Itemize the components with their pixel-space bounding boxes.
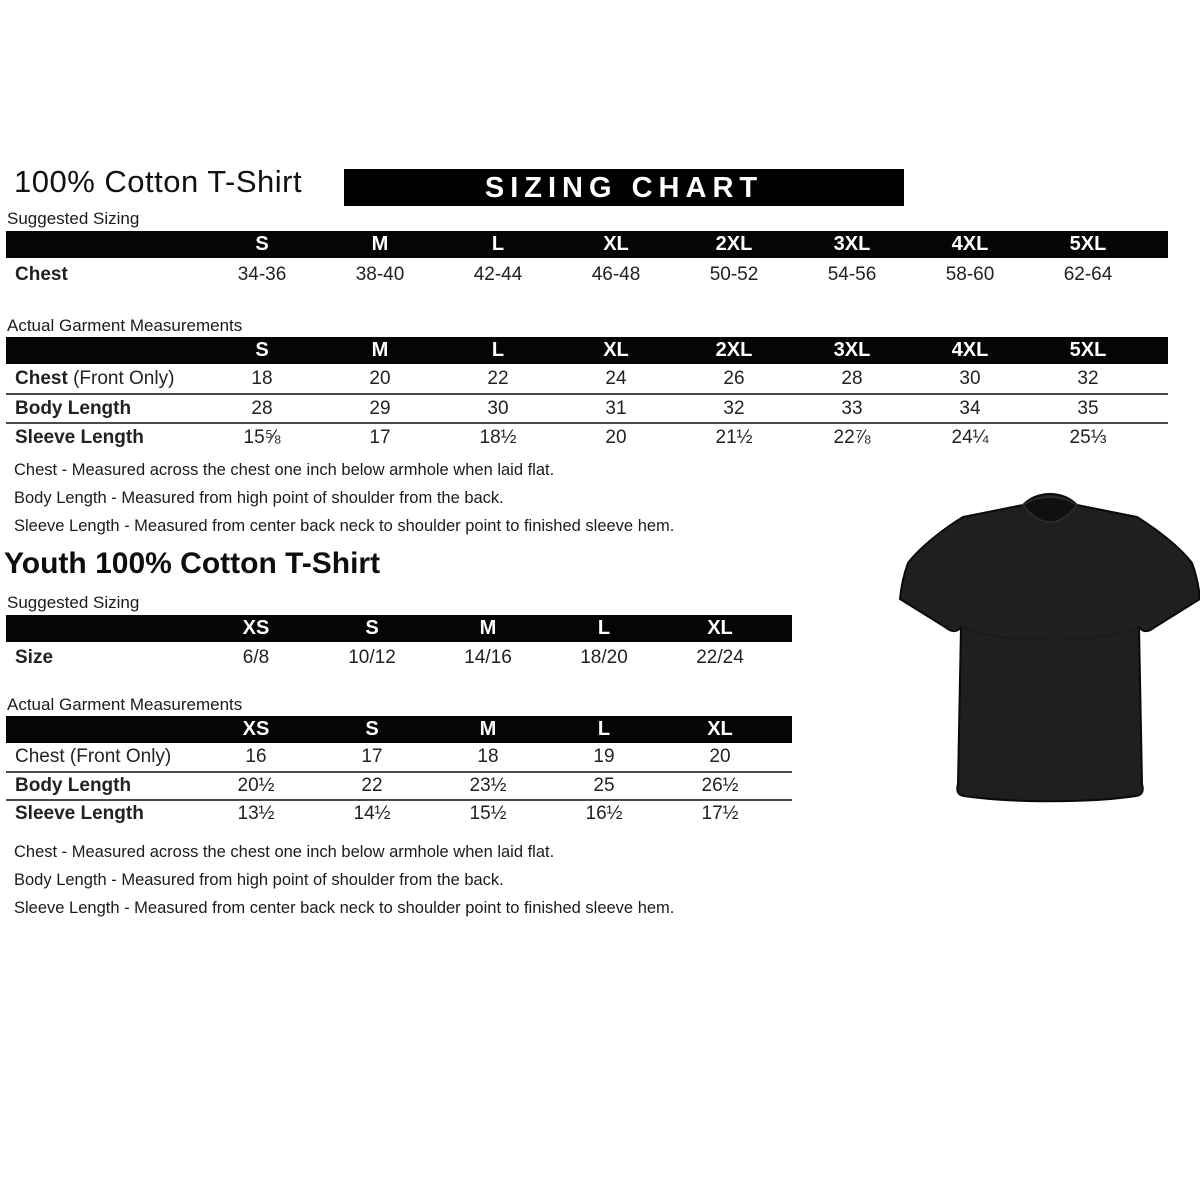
adult-measurement-notes <box>14 456 674 540</box>
size-col-header: L <box>597 718 611 740</box>
youth-actual-header-row <box>6 716 792 743</box>
youth-chest-row <box>6 743 792 771</box>
youth-title: Youth 100% Cotton T-Shirt <box>4 547 381 580</box>
size-col-header: S <box>365 617 379 639</box>
size-col-header: L <box>597 617 611 639</box>
row-label: Body Length <box>15 397 132 419</box>
adult-chest-row <box>6 364 1168 393</box>
table-cell: 38-40 <box>355 264 405 285</box>
size-col-header: 2XL <box>715 339 753 361</box>
table-cell: 15½ <box>469 803 507 824</box>
youth-suggested-label: Suggested Sizing <box>7 593 140 612</box>
youth-body-length-row <box>6 771 792 799</box>
page-title: 100% Cotton T-Shirt <box>14 164 303 199</box>
size-col-header: M <box>479 718 497 740</box>
table-cell: 17 <box>361 746 383 767</box>
table-cell: 14/16 <box>464 647 512 668</box>
adult-sleeve-length-row <box>6 422 1168 451</box>
table-cell: 34 <box>959 397 981 419</box>
size-col-header: XS <box>242 617 270 639</box>
note-body-length: Body Length - Measured from high point of shoulder from the back. <box>14 871 504 889</box>
table-cell: 24 <box>605 367 627 389</box>
table-cell: 19 <box>593 746 615 767</box>
row-label-suffix: (Front Only) <box>73 367 175 389</box>
youth-actual-label: Actual Garment Measurements <box>7 695 243 714</box>
adult-suggested-label: Suggested Sizing <box>7 209 140 228</box>
size-col-header: 4XL <box>951 233 989 255</box>
table-cell: 18 <box>477 746 499 767</box>
adult-chest-range-row <box>6 258 1168 292</box>
table-cell: 23½ <box>469 775 507 796</box>
table-cell: 18/20 <box>580 647 628 668</box>
size-col-header: 5XL <box>1069 233 1107 255</box>
table-cell: 28 <box>841 367 863 389</box>
size-col-header: 3XL <box>833 339 871 361</box>
adult-actual-label: Actual Garment Measurements <box>7 316 243 335</box>
table-cell: 30 <box>959 367 981 389</box>
row-label: Chest <box>15 264 68 285</box>
table-cell: 28 <box>251 397 273 419</box>
table-cell: 25⅓ <box>1069 426 1107 448</box>
size-col-header: 5XL <box>1069 339 1107 361</box>
table-cell: 20 <box>605 426 627 448</box>
note-chest: Chest - Measured across the chest one inch below armhole when laid flat. <box>14 461 555 479</box>
table-cell: 24¼ <box>951 426 989 448</box>
size-col-header: M <box>371 339 389 361</box>
table-cell: 22 <box>487 367 509 389</box>
table-cell: 54-56 <box>827 264 877 285</box>
table-cell: 26 <box>723 367 745 389</box>
adult-suggested-table <box>6 231 1168 292</box>
table-cell: 20½ <box>237 775 275 796</box>
youth-suggested-header-row <box>6 615 792 642</box>
table-cell: 17½ <box>701 803 739 824</box>
table-cell: 34-36 <box>237 264 287 285</box>
table-cell: 29 <box>369 397 391 419</box>
size-col-header: 3XL <box>833 233 871 255</box>
adult-suggested-header-row <box>6 231 1168 258</box>
size-col-header: XS <box>242 718 270 740</box>
size-col-header: M <box>479 617 497 639</box>
table-cell: 20 <box>709 746 731 767</box>
size-col-header: S <box>365 718 379 740</box>
note-sleeve-length: Sleeve Length - Measured from center back neck to shoulder point to finished sleeve hem. <box>14 899 675 917</box>
table-cell: 32 <box>1077 367 1099 389</box>
table-cell: 58-60 <box>945 264 995 285</box>
tshirt-image <box>893 486 1200 804</box>
row-label: Chest (Front Only) <box>15 746 172 767</box>
table-cell: 62-64 <box>1063 264 1113 285</box>
size-col-header: L <box>491 233 505 255</box>
table-cell: 15⅝ <box>243 426 281 448</box>
table-cell: 46-48 <box>591 264 641 285</box>
size-col-header: XL <box>707 617 733 639</box>
adult-body-length-row <box>6 393 1168 422</box>
row-label-main: Chest <box>15 367 68 389</box>
table-cell: 10/12 <box>348 647 396 668</box>
table-cell: 35 <box>1077 397 1099 419</box>
table-cell: 50-52 <box>709 264 759 285</box>
table-cell: 26½ <box>701 775 739 796</box>
row-label: Body Length <box>15 775 132 796</box>
table-cell: 42-44 <box>473 264 523 285</box>
table-cell: 32 <box>723 397 745 419</box>
table-cell: 18½ <box>479 426 517 448</box>
youth-measurement-notes <box>14 838 674 922</box>
table-cell: 31 <box>605 397 627 419</box>
adult-actual-header-row <box>6 337 1168 364</box>
youth-suggested-table <box>6 615 792 674</box>
row-label <box>6 368 203 390</box>
sizing-chart-banner: SIZING CHART <box>344 169 904 206</box>
size-col-header: XL <box>603 233 629 255</box>
row-label: Size <box>15 647 54 668</box>
size-col-header: M <box>371 233 389 255</box>
size-col-header: S <box>255 339 269 361</box>
table-cell: 17 <box>369 426 391 448</box>
adult-actual-table <box>6 337 1168 451</box>
size-col-header: XL <box>603 339 629 361</box>
size-col-header: S <box>255 233 269 255</box>
youth-actual-table <box>6 716 792 827</box>
table-cell: 21½ <box>715 426 753 448</box>
size-col-header: 4XL <box>951 339 989 361</box>
table-cell: 13½ <box>237 803 275 824</box>
table-cell: 22 <box>361 775 383 796</box>
table-cell: 22/24 <box>696 647 744 668</box>
size-col-header: L <box>491 339 505 361</box>
note-body-length: Body Length - Measured from high point of shoulder from the back. <box>14 489 504 507</box>
youth-sleeve-length-row <box>6 799 792 827</box>
size-col-header: XL <box>707 718 733 740</box>
note-chest: Chest - Measured across the chest one inch below armhole when laid flat. <box>14 843 555 861</box>
table-cell: 33 <box>841 397 863 419</box>
table-cell: 22⅞ <box>833 426 871 448</box>
table-cell: 16½ <box>585 803 623 824</box>
table-cell: 6/8 <box>242 647 270 668</box>
table-cell: 25 <box>593 775 615 796</box>
table-cell: 16 <box>245 746 267 767</box>
row-label: Sleeve Length <box>15 426 144 448</box>
table-cell: 30 <box>487 397 509 419</box>
youth-size-row <box>6 642 792 674</box>
row-label: Sleeve Length <box>15 803 144 824</box>
table-cell: 18 <box>251 367 273 389</box>
note-sleeve-length: Sleeve Length - Measured from center back neck to shoulder point to finished sleeve hem. <box>14 517 675 535</box>
table-cell: 20 <box>369 367 391 389</box>
size-col-header: 2XL <box>715 233 753 255</box>
table-cell: 14½ <box>353 803 391 824</box>
